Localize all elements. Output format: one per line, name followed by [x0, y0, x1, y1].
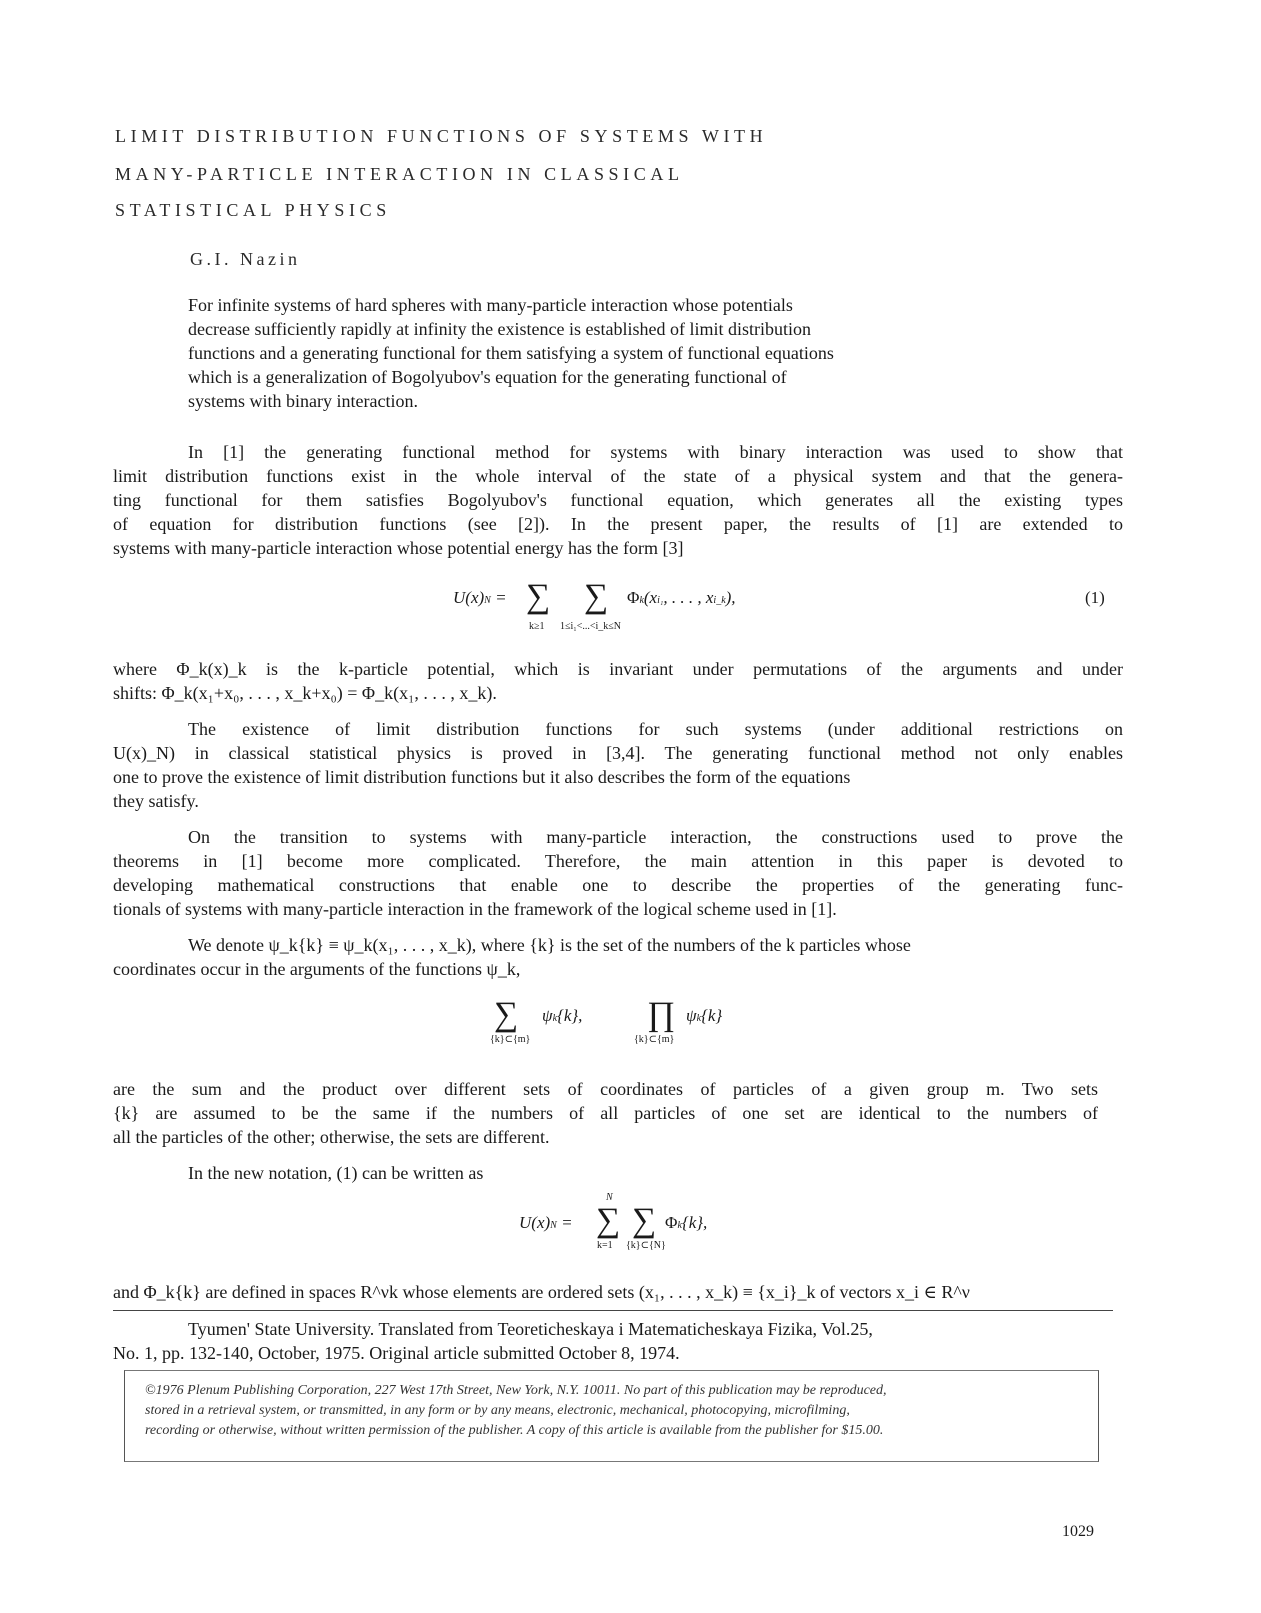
paragraph-line: of equation for distribution functions (see [2]). In the present paper, the results of [1] are extended to [113, 514, 1123, 534]
footnote-line: No. 1, pp. 132-140, October, 1975. Original article submitted October 8, 1974. [113, 1343, 680, 1363]
paragraph-line: where Φ_k(x)_k is the k-particle potential, which is invariant under permutations of the arguments and under [113, 659, 1123, 679]
footnote [113, 1317, 1113, 1365]
copyright-line: stored in a retrieval system, or transmitted, in any form or by any means, electronic, mechanical, photocopying, microfilming, [145, 1403, 850, 1418]
paragraph-line: The existence of limit distribution functions for such systems (under additional restrictions on [188, 719, 1123, 739]
paragraph-7: In the new notation, (1) can be written as [188, 1163, 484, 1183]
paragraph-4 [113, 825, 1123, 921]
eq1-lhs-sub: N [484, 595, 491, 606]
equation-1 [453, 588, 507, 608]
eq1-sum2-sub: 1≤i₁<...<i_k≤N [560, 621, 622, 632]
eq2-prod-term: ψk{k} [686, 1006, 723, 1025]
paragraph-line: On the transition to systems with many-particle interaction, the constructions used to prove the [188, 827, 1123, 847]
copyright-box [124, 1370, 1099, 1462]
paragraph-2 [113, 657, 1123, 705]
abstract-line: systems with binary interaction. [188, 391, 418, 411]
sum-symbol: ∑ [584, 578, 609, 615]
sum-symbol: ∑ [526, 578, 551, 615]
paragraph-1 [113, 440, 1123, 560]
paragraph-8: and Φ_k{k} are defined in spaces R^νk whose elements are ordered sets (x₁, . . . , x_k) ≡ {x_i}_k of vectors x_i ∈ R^ν [113, 1282, 970, 1302]
eq1-lhs: U(x) [453, 588, 485, 607]
product-symbol: ∏ [647, 996, 675, 1033]
page-number: 1029 [1062, 1523, 1094, 1540]
paragraph-line: shifts: Φ_k(x₁+x₀, . . . , x_k+x₀) = Φ_k(x₁, . . . , x_k). [113, 683, 497, 703]
eq3-sum1-sub: k=1 [597, 1240, 613, 1251]
eq1-equals: = [495, 588, 507, 607]
abstract-line: For infinite systems of hard spheres with many-particle interaction whose potentials [188, 295, 793, 315]
equation-3: U(x)N = [519, 1213, 573, 1232]
paragraph-line: one to prove the existence of limit distribution functions but it also describes the form of the equations [113, 767, 851, 787]
eq3-term: Φk{k}, [665, 1213, 708, 1232]
paragraph-line: We denote ψ_k{k} ≡ ψ_k(x₁, . . . , x_k), where {k} is the set of the numbers of the k particles whose [188, 935, 911, 955]
paragraph-3 [113, 717, 1123, 813]
footnote-line: Tyumen' State University. Translated from Teoreticheskaya i Matematicheskaya Fizika, Vol.25, [188, 1319, 873, 1339]
eq2-sum-term: ψk{k}, [542, 1006, 583, 1025]
abstract-line: decrease sufficiently rapidly at infinity the existence is established of limit distribution [188, 319, 812, 339]
paragraph-line: ting functional for them satisfies Bogolyubov's functional equation, which generates all the existing types [113, 490, 1123, 510]
footnote-divider [113, 1310, 1113, 1311]
eq3-sum2-sub: {k}⊂{N} [626, 1240, 666, 1251]
author: G.I. Nazin [190, 249, 301, 269]
copyright-line: recording or otherwise, without written permission of the publisher. A copy of this article is available from the publisher for $15.00. [145, 1423, 884, 1438]
equation-number: (1) [1085, 588, 1105, 607]
paragraph-line: tionals of systems with many-particle interaction in the framework of the logical scheme used in [1]. [113, 899, 837, 919]
copyright-line: ©1976 Plenum Publishing Corporation, 227 West 17th Street, New York, N.Y. 10011. No part of this publication may be reproduced, [145, 1383, 887, 1398]
paragraph-5 [113, 933, 1123, 981]
paragraph-line: In [1] the generating functional method for systems with binary interaction was used to show that [188, 442, 1123, 462]
title-line-1: LIMIT DISTRIBUTION FUNCTIONS OF SYSTEMS WITH [115, 126, 768, 146]
abstract [188, 293, 983, 413]
paragraph-line: developing mathematical constructions that enable one to describe the properties of the generating func- [113, 875, 1123, 895]
paragraph-6 [113, 1077, 1098, 1149]
eq1-sum1-sub: k≥1 [529, 621, 545, 632]
sum-symbol: ∑ [596, 1202, 621, 1239]
paragraph-line: all the particles of the other; otherwise, the sets are different. [113, 1127, 550, 1147]
eq2-prod-sub: {k}⊂{m} [634, 1034, 675, 1045]
title-line-2: MANY-PARTICLE INTERACTION IN CLASSICAL [115, 164, 684, 184]
abstract-line: functions and a generating functional for them satisfying a system of functional equations [188, 343, 834, 363]
eq2-sum-sub: {k}⊂{m} [490, 1034, 531, 1045]
paragraph-line: limit distribution functions exist in the whole interval of the state of a physical system and that the genera- [113, 466, 1123, 486]
abstract-line: which is a generalization of Bogolyubov's equation for the generating functional of [188, 367, 787, 387]
paragraph-line: systems with many-particle interaction whose potential energy has the form [3] [113, 538, 684, 558]
eq1-term: Φk(xi₁, . . . , xi_k), [627, 588, 736, 607]
paragraph-line: they satisfy. [113, 791, 199, 811]
eq3-sum1-top: N [606, 1192, 613, 1203]
paragraph-line: coordinates occur in the arguments of the functions ψ_k, [113, 959, 521, 979]
sum-symbol: ∑ [632, 1202, 657, 1239]
sum-symbol: ∑ [494, 996, 519, 1033]
paragraph-line: {k} are assumed to be the same if the numbers of all particles of one set are identical to the numbers of [113, 1103, 1098, 1123]
paragraph-line: are the sum and the product over different sets of coordinates of particles of a given group m. Two sets [113, 1079, 1098, 1099]
paragraph-line: U(x)_N) in classical statistical physics is proved in [3,4]. The generating functional method not only enables [113, 743, 1123, 763]
paragraph-line: theorems in [1] become more complicated. Therefore, the main attention in this paper is devoted to [113, 851, 1123, 871]
title-line-3: STATISTICAL PHYSICS [115, 200, 391, 220]
